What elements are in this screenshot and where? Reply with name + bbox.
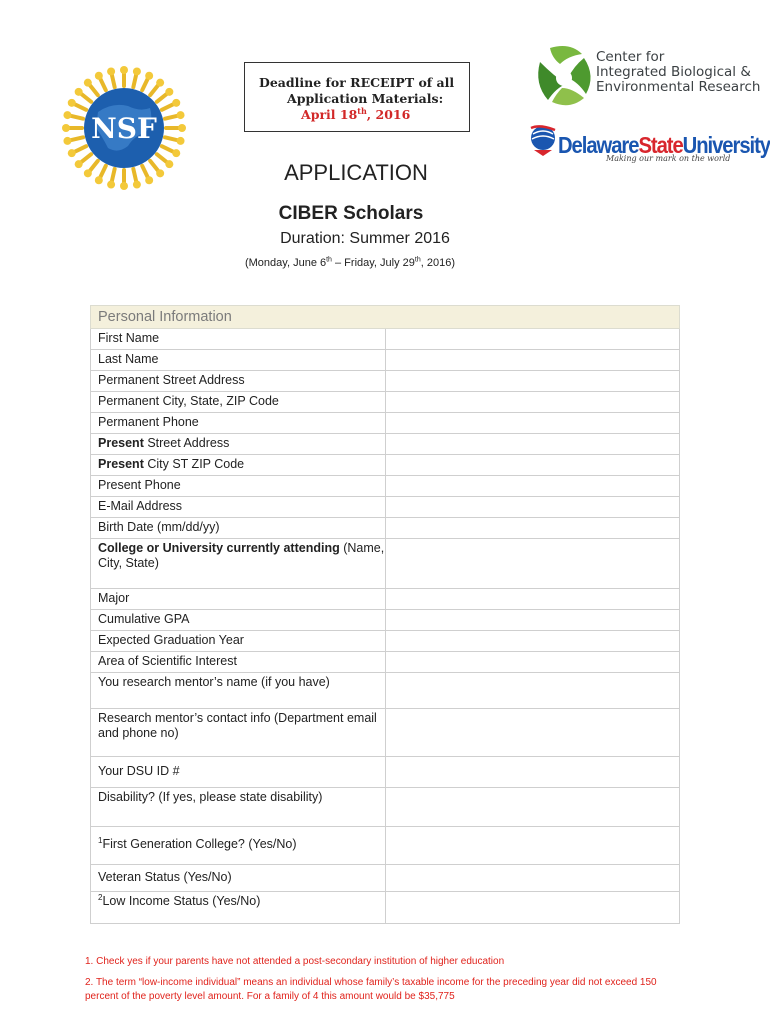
nsf-ray-tip [84,79,92,87]
nsf-logo-text: NSF [91,112,157,145]
deadline-line-2: Application Materials: [287,91,444,106]
field-input[interactable] [385,651,680,672]
form-row [91,454,680,475]
form-row [91,787,680,826]
field-label: Disability? (If yes, please state disability) [91,787,386,826]
form-row [91,651,680,672]
field-input[interactable] [385,349,680,370]
field-input[interactable] [385,328,680,349]
footnote-1: 1. Check yes if your parents have not attended a post-secondary institution of higher education [85,956,505,967]
form-row [91,588,680,609]
program-dates: (Monday, June 6th – Friday, July 29th, 2016) [244,256,455,269]
field-label: Research mentor’s contact info (Department email and phone no) [91,708,386,756]
nsf-ray-tip [63,111,71,119]
personal-information-table [90,305,680,924]
nsf-ray-tip [75,88,83,96]
ciber-line-3: Environmental Research [596,79,761,95]
form-row [91,630,680,651]
form-row [91,412,680,433]
form-row [91,517,680,538]
nsf-ray-tip [68,149,76,157]
nsf-ray-tip [156,79,164,87]
field-input[interactable] [385,517,680,538]
nsf-ray-tip [145,72,153,80]
deadline-box [244,62,470,132]
form-row [91,475,680,496]
form-row [91,349,680,370]
nsf-ray-tip [133,67,141,75]
field-label: $^2$Low Income Status (Yes/No) [91,891,386,923]
field-input[interactable] [385,412,680,433]
field-label: Veteran Status (Yes/No) [91,864,386,891]
field-label: First Name [91,328,386,349]
field-input[interactable] [385,708,680,756]
ciber-line-1: Center for [596,49,665,65]
nsf-ray-tip [165,88,173,96]
nsf-ray-tip [95,72,103,80]
field-input[interactable] [385,630,680,651]
form-row [91,370,680,391]
field-input[interactable] [385,496,680,517]
form-row [91,756,680,787]
field-input[interactable] [385,454,680,475]
nsf-ray-tip [68,99,76,107]
field-label: Cumulative GPA [91,609,386,630]
section-title: Personal Information [91,306,680,329]
field-label: Permanent Street Address [91,370,386,391]
section-header-row [91,306,680,329]
form-row [91,433,680,454]
nsf-ray-tip [120,66,128,74]
nsf-ray-tip [177,111,185,119]
field-input[interactable] [385,672,680,708]
field-label: E-Mail Address [91,496,386,517]
ciber-line-2: Integrated Biological & [596,64,751,80]
field-label: Last Name [91,349,386,370]
field-label: Present City ST ZIP Code [91,454,386,475]
field-label: College or University currently attending (Name, City, State) [91,538,386,588]
nsf-ray-tip [63,137,71,145]
form-row [91,328,680,349]
field-input[interactable] [385,891,680,923]
field-input[interactable] [385,787,680,826]
field-input[interactable] [385,391,680,412]
page-title: APPLICATION [284,160,428,185]
field-label: Present Phone [91,475,386,496]
field-input[interactable] [385,475,680,496]
field-input[interactable] [385,538,680,588]
field-label: Your DSU ID # [91,756,386,787]
dsu-tagline: Making our mark on the world [606,154,731,163]
form-row [91,609,680,630]
dsu-globe-icon [528,124,558,158]
nsf-ray-tip [107,67,115,75]
field-label: Expected Graduation Year [91,630,386,651]
form-row [91,864,680,891]
form-row [91,672,680,708]
field-label: Area of Scientific Interest [91,651,386,672]
form-row [91,391,680,412]
form-row [91,496,680,517]
form-row [91,826,680,864]
field-label: Permanent Phone [91,412,386,433]
field-input[interactable] [385,826,680,864]
deadline-date: April 18th, 2016 [301,105,411,122]
program-title: CIBER Scholars [278,203,424,224]
field-input[interactable] [385,756,680,787]
form-row [91,538,680,588]
nsf-ray-tip [178,124,186,132]
field-label: Permanent City, State, ZIP Code [91,391,386,412]
nsf-ray-tip [62,124,70,132]
field-input[interactable] [385,609,680,630]
field-label: Birth Date (mm/dd/yy) [91,517,386,538]
form-row [91,891,680,923]
nsf-ray-tip [172,149,180,157]
ciber-logo-text [596,50,760,95]
field-input[interactable] [385,864,680,891]
field-input[interactable] [385,433,680,454]
deadline-line-1: Deadline for RECEIPT of all [259,75,455,90]
field-input[interactable] [385,588,680,609]
nsf-ray-tip [172,99,180,107]
field-label: Major [91,588,386,609]
dsu-wordmark: DelawareStateUniversity [558,132,770,158]
field-label: $^1$First Generation College? (Yes/No) [91,826,386,864]
field-label: Present Street Address [91,433,386,454]
duration-text: Duration: Summer 2016 [280,230,450,247]
nsf-ray-tip [177,137,185,145]
ciber-leaf-icon [530,44,598,108]
field-label: You research mentor’s name (if you have) [91,672,386,708]
form-row [91,708,680,756]
field-input[interactable] [385,370,680,391]
footnote-2: 2. The term “low-income individual” means an individual whose family’s taxable income for the preceding year did not exceed 150 percent of the poverty level amount. For a family of 4 this amount would be $35,775 [85,977,657,1002]
